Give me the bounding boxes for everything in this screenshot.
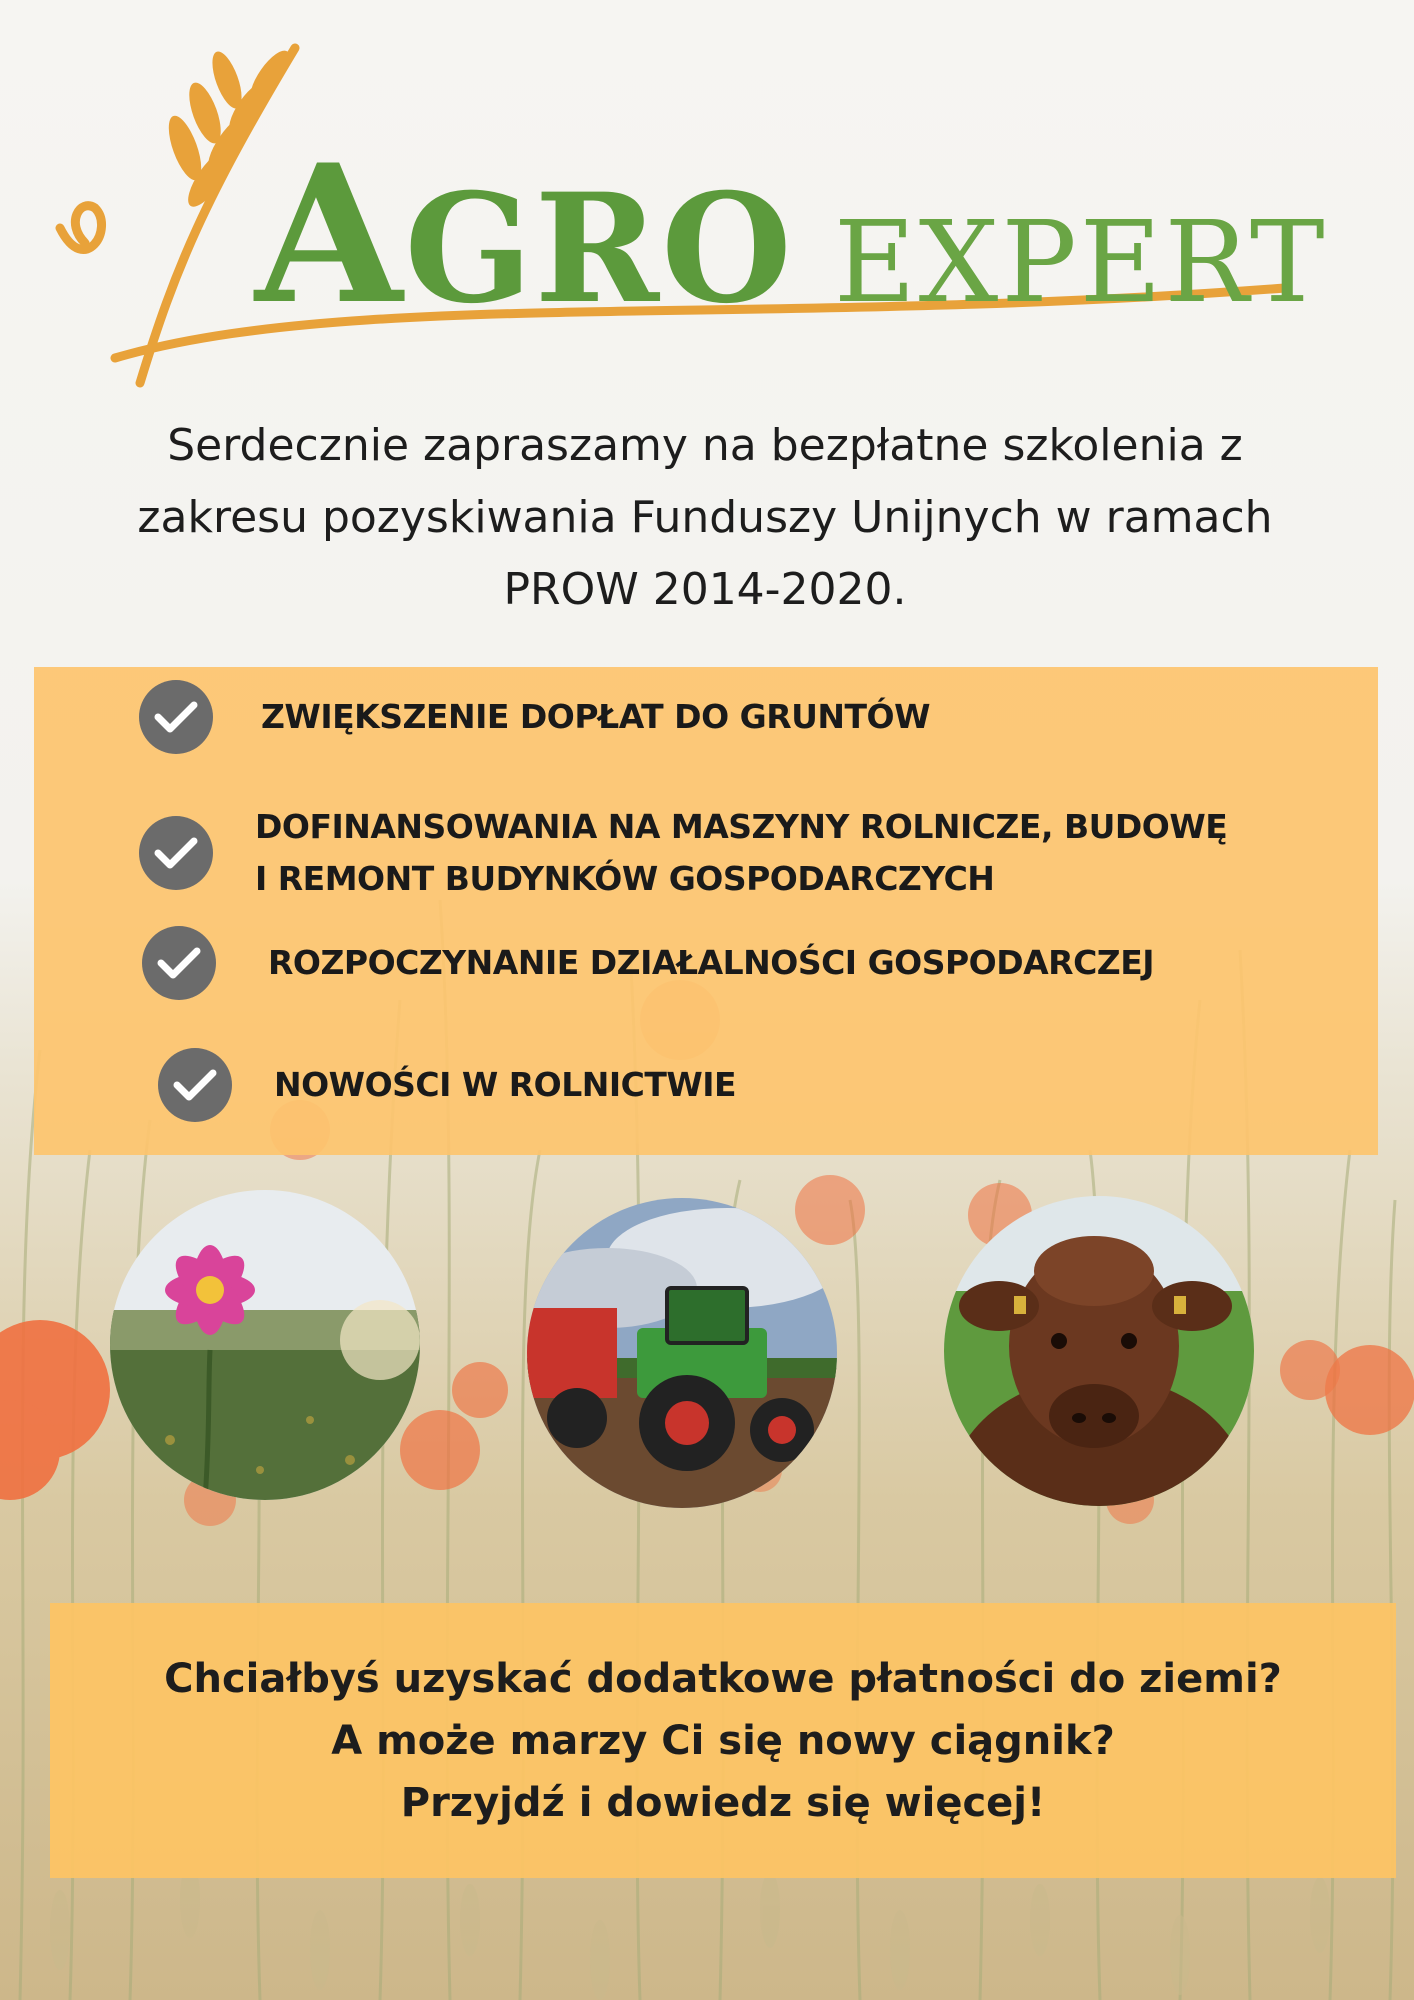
benefit-label: ZWIĘKSZENIE DOPŁAT DO GRUNTÓW <box>261 697 930 736</box>
call-to-action-panel <box>50 1603 1396 1878</box>
cta-line: Chciałbyś uzyskać dodatkowe płatności do ziemi? <box>164 1655 1282 1702</box>
benefit-label: ROZPOCZYNANIE DZIAŁALNOŚCI GOSPODARCZEJ <box>268 943 1155 982</box>
cta-line: A może marzy Ci się nowy ciągnik? <box>331 1717 1115 1764</box>
cta-line: Przyjdź i dowiedz się więcej! <box>400 1779 1046 1826</box>
benefit-label: DOFINANSOWANIA NA MASZYNY ROLNICZE, BUDOWĘ I REMONT BUDYNKÓW GOSPODARCZYCH <box>255 807 1228 898</box>
checkmark-icon <box>139 680 213 754</box>
benefit-item <box>139 801 1227 905</box>
logo-agro: AGRO <box>255 123 794 346</box>
checkmark-icon <box>139 816 213 890</box>
cow-photo <box>944 1196 1254 1506</box>
checkmark-icon <box>142 926 216 1000</box>
invitation-text <box>90 410 1320 626</box>
checkmark-icon <box>158 1048 232 1122</box>
invitation-line: zakresu pozyskiwania Funduszy Unijnych w ramach <box>137 492 1273 543</box>
benefit-item <box>139 680 930 754</box>
benefit-item <box>142 926 1154 1000</box>
invitation-line: PROW 2014-2020. <box>503 564 907 615</box>
flower-photo <box>110 1190 420 1500</box>
logo-expert: EXPERT <box>833 198 1328 328</box>
tractor-photo <box>527 1198 837 1508</box>
benefits-panel <box>34 667 1378 1155</box>
invitation-line: Serdecznie zapraszamy na bezpłatne szkolenia z <box>167 420 1243 471</box>
logo-wordmark <box>255 123 1328 346</box>
agro-expert-logo <box>55 28 1328 388</box>
benefit-label: NOWOŚCI W ROLNICTWIE <box>274 1065 737 1104</box>
benefit-item <box>158 1048 736 1122</box>
